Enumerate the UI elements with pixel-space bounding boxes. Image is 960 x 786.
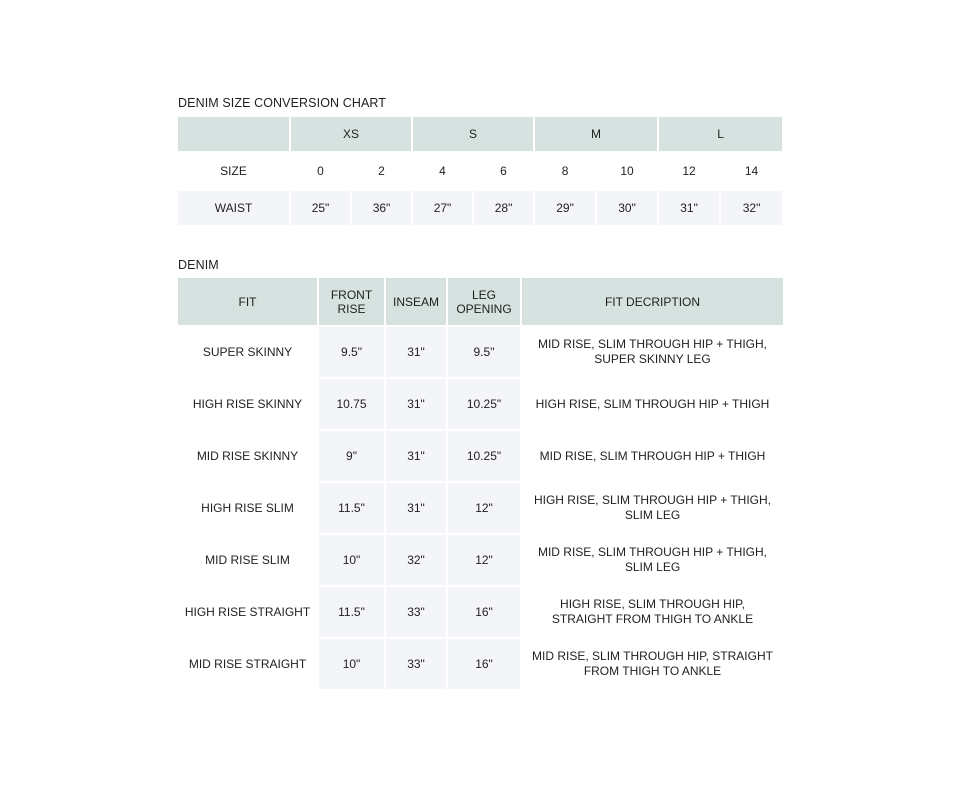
inseam-cell: 33"	[385, 638, 447, 690]
fit-chart-title: DENIM	[178, 258, 219, 272]
fit-row	[178, 534, 783, 586]
group-l: L	[658, 117, 782, 152]
fit-name: MID RISE STRAIGHT	[178, 638, 318, 690]
fit-description	[521, 482, 783, 534]
header-front-rise	[318, 278, 385, 326]
size-cell: 12	[658, 152, 720, 190]
waist-cell: 28"	[473, 190, 534, 226]
header-front-rise-line1: FRONT	[330, 287, 373, 302]
waist-cell: 30"	[596, 190, 658, 226]
group-xs: XS	[290, 117, 412, 152]
fit-description-line1: MID RISE, SLIM THROUGH HIP + THIGH	[539, 448, 766, 463]
inseam-cell: 31"	[385, 482, 447, 534]
size-row	[178, 152, 782, 190]
waist-cell: 29"	[534, 190, 596, 226]
fit-description-line1: HIGH RISE, SLIM THROUGH HIP + THIGH,	[533, 493, 772, 507]
size-cell: 0	[290, 152, 351, 190]
group-s: S	[412, 117, 534, 152]
waist-cell: 25"	[290, 190, 351, 226]
fit-name: HIGH RISE STRAIGHT	[178, 586, 318, 638]
size-cell: 10	[596, 152, 658, 190]
fit-row	[178, 326, 783, 378]
leg-opening-cell: 10.25"	[447, 430, 521, 482]
fit-description-line2: SLIM LEG	[624, 508, 681, 522]
inseam-cell: 31"	[385, 430, 447, 482]
fit-row	[178, 482, 783, 534]
fit-description-line2: SUPER SKINNY LEG	[594, 352, 711, 366]
fit-description	[521, 378, 783, 430]
leg-opening-cell: 16"	[447, 586, 521, 638]
size-conversion-table	[178, 117, 782, 227]
fit-header-row	[178, 278, 783, 326]
fit-description	[521, 430, 783, 482]
fit-name: SUPER SKINNY	[178, 326, 318, 378]
front-rise-cell: 9.5"	[318, 326, 385, 378]
leg-opening-cell: 12"	[447, 482, 521, 534]
header-blank-cell	[178, 117, 290, 152]
size-group-header-row	[178, 117, 782, 152]
waist-cell: 27"	[412, 190, 473, 226]
size-cell: 2	[351, 152, 412, 190]
inseam-cell: 31"	[385, 378, 447, 430]
header-fit: FIT	[178, 278, 318, 326]
fit-row	[178, 378, 783, 430]
fit-name: MID RISE SKINNY	[178, 430, 318, 482]
waist-row	[178, 190, 782, 226]
fit-description-line1: MID RISE, SLIM THROUGH HIP, STRAIGHT	[532, 649, 773, 663]
fit-description-line1: HIGH RISE, SLIM THROUGH HIP + THIGH	[535, 396, 770, 411]
front-rise-cell: 11.5"	[318, 586, 385, 638]
header-fit-description: FIT DECRIPTION	[521, 278, 783, 326]
waist-cell: 32"	[720, 190, 782, 226]
front-rise-cell: 10"	[318, 534, 385, 586]
fit-description-line2: STRAIGHT FROM THIGH TO ANKLE	[551, 612, 754, 626]
front-rise-cell: 10"	[318, 638, 385, 690]
fit-name: MID RISE SLIM	[178, 534, 318, 586]
fit-description-line1: MID RISE, SLIM THROUGH HIP + THIGH,	[537, 337, 768, 351]
leg-opening-cell: 9.5"	[447, 326, 521, 378]
fit-row	[178, 430, 783, 482]
fit-row	[178, 586, 783, 638]
header-inseam: INSEAM	[385, 278, 447, 326]
fit-description	[521, 534, 783, 586]
leg-opening-cell: 16"	[447, 638, 521, 690]
header-front-rise-line2: RISE	[337, 301, 366, 316]
header-leg-opening-line1: LEG	[471, 287, 496, 302]
fit-description	[521, 326, 783, 378]
front-rise-cell: 9"	[318, 430, 385, 482]
fit-description-line2: FROM THIGH TO ANKLE	[583, 664, 722, 678]
leg-opening-cell: 12"	[447, 534, 521, 586]
fit-row	[178, 638, 783, 690]
header-leg-opening-line2: OPENING	[456, 301, 512, 316]
fit-description-line2: SLIM LEG	[624, 560, 681, 574]
inseam-cell: 31"	[385, 326, 447, 378]
waist-label: WAIST	[178, 190, 290, 226]
fit-description	[521, 638, 783, 690]
waist-cell: 31"	[658, 190, 720, 226]
size-chart-title: DENIM SIZE CONVERSION CHART	[178, 96, 387, 110]
size-label: SIZE	[178, 152, 290, 190]
group-m: M	[534, 117, 658, 152]
size-cell: 4	[412, 152, 473, 190]
leg-opening-cell: 10.25"	[447, 378, 521, 430]
waist-cell: 36"	[351, 190, 412, 226]
size-cell: 14	[720, 152, 782, 190]
front-rise-cell: 11.5"	[318, 482, 385, 534]
size-cell: 8	[534, 152, 596, 190]
fit-description-line1: HIGH RISE, SLIM THROUGH HIP,	[560, 597, 745, 611]
fit-name: HIGH RISE SKINNY	[178, 378, 318, 430]
fit-name: HIGH RISE SLIM	[178, 482, 318, 534]
header-leg-opening	[447, 278, 521, 326]
fit-description-line1: MID RISE, SLIM THROUGH HIP + THIGH,	[537, 545, 768, 559]
fit-table-body	[178, 326, 783, 690]
front-rise-cell: 10.75	[318, 378, 385, 430]
fit-description	[521, 586, 783, 638]
size-cell: 6	[473, 152, 534, 190]
inseam-cell: 33"	[385, 586, 447, 638]
inseam-cell: 32"	[385, 534, 447, 586]
fit-table	[178, 278, 783, 691]
